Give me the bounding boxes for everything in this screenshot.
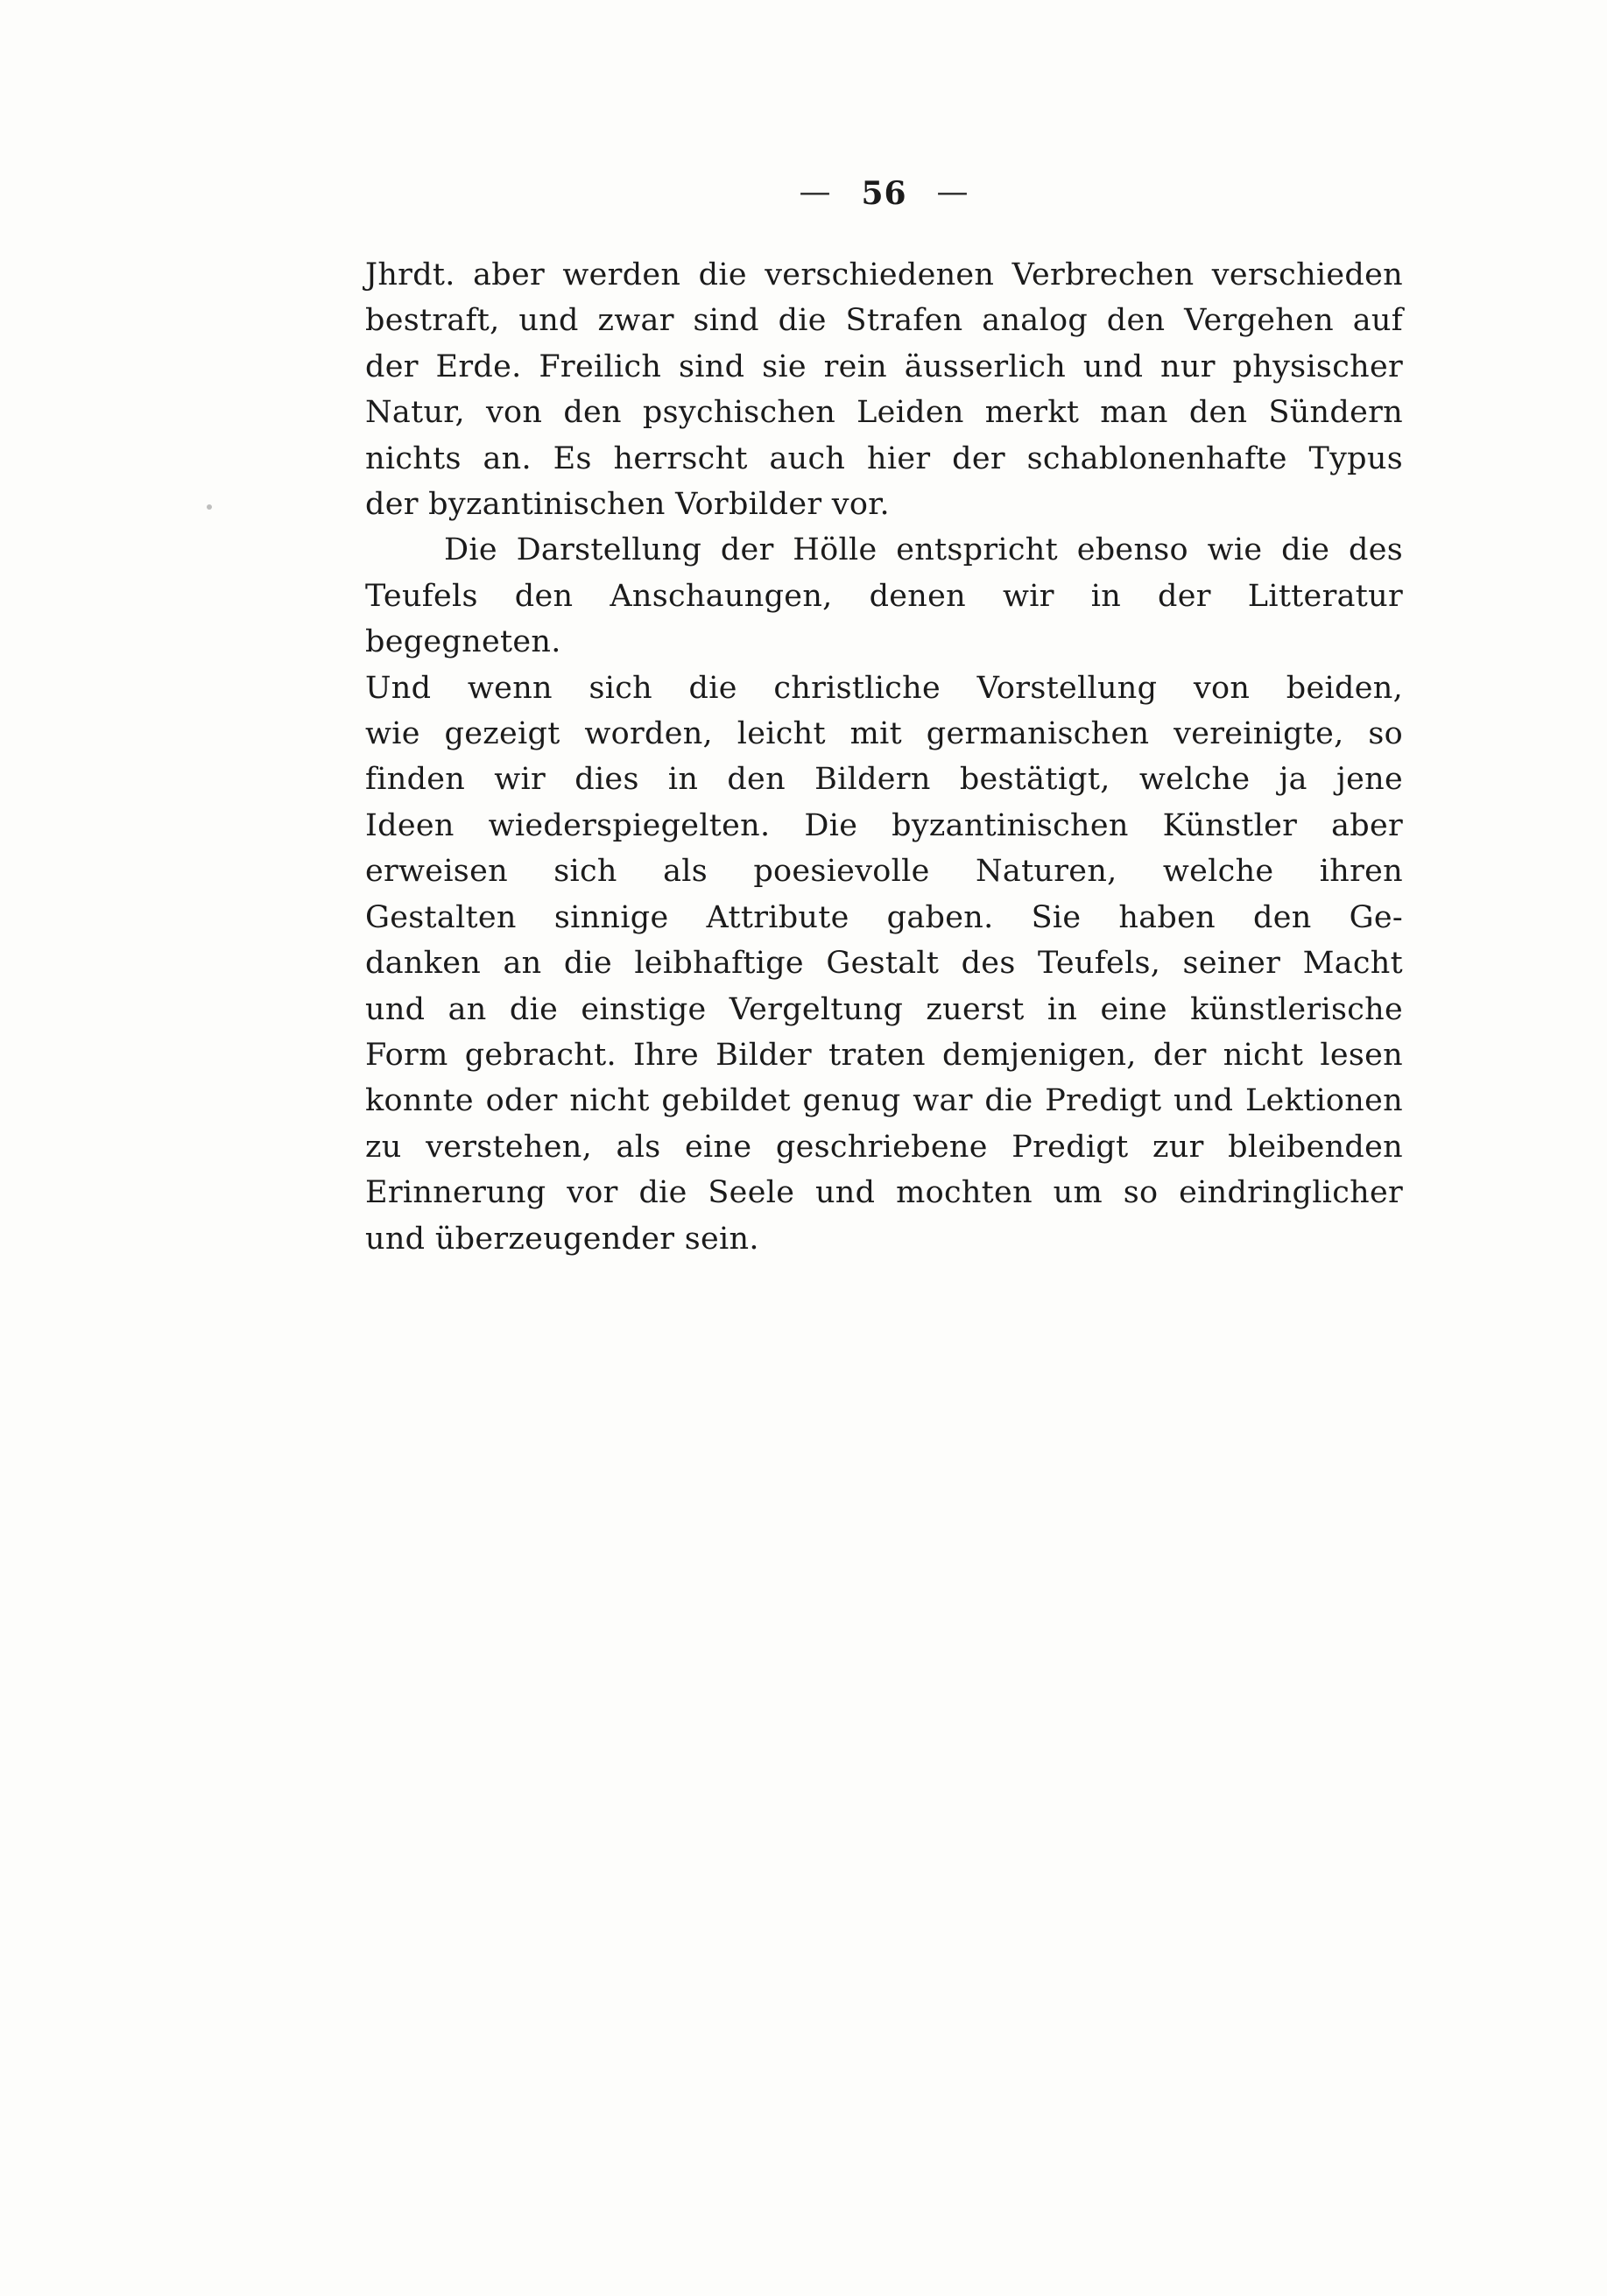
text-line: Und wenn sich die christliche Vorstellung von beiden, xyxy=(365,670,1403,706)
text-line: der Erde. Freilich sind sie rein äusserlich und nur physischer xyxy=(365,349,1403,384)
text-line: Gestalten sinnige Attribute gaben. Sie haben den Ge- xyxy=(365,899,1403,935)
text-line: Teufels den Anschaungen, denen wir in der Litteratur begegneten. xyxy=(365,578,1403,660)
text-line: bestraft, und zwar sind die Strafen analog den Vergehen auf xyxy=(365,303,1403,339)
text-line: zu verstehen, als eine geschriebene Predigt zur bleibenden xyxy=(365,1129,1403,1165)
header-dash-right: — xyxy=(936,173,969,210)
text-line: konnte oder nicht gebildet genug war die Predigt und Lektionen xyxy=(365,1083,1403,1119)
page-number: 56 xyxy=(861,175,907,212)
text-line: wie gezeigt worden, leicht mit germanischen vereinigte, so xyxy=(365,716,1403,752)
paragraph-1 xyxy=(365,252,1403,527)
text-line: Natur, von den psychischen Leiden merkt man den Sündern xyxy=(365,395,1403,431)
page-header xyxy=(365,175,1403,212)
text-line: finden wir dies in den Bildern bestätigt, welche ja jene xyxy=(365,762,1403,798)
text-line: und überzeugender sein. xyxy=(365,1221,759,1257)
text-line: Form gebracht. Ihre Bilder traten demjenigen, der nicht lesen xyxy=(365,1037,1403,1073)
text-line: Erinnerung vor die Seele und mochten um so eindringlicher xyxy=(365,1175,1403,1211)
header-dash-left: — xyxy=(799,173,832,210)
paragraph-2 xyxy=(365,527,1403,1262)
scan-speck xyxy=(207,504,212,510)
text-line: der byzantinischen Vorbilder vor. xyxy=(365,487,890,523)
text-line: erweisen sich als poesievolle Naturen, welche ihren xyxy=(365,854,1403,890)
text-line: Die Darstellung der Hölle entspricht ebenso wie die des xyxy=(444,532,1403,568)
text-line: nichts an. Es herrscht auch hier der schablonenhafte Typus xyxy=(365,440,1403,476)
text-block xyxy=(365,252,1403,1262)
text-line: Jhrdt. aber werden die verschiedenen Verbrechen verschieden xyxy=(365,257,1403,292)
text-line: Ideen wiederspiegelten. Die byzantinischen Künstler aber xyxy=(365,807,1403,843)
text-line: und an die einstige Vergeltung zuerst in eine künstlerische xyxy=(365,991,1403,1027)
text-line: danken an die leibhaftige Gestalt des Teufels, seiner Macht xyxy=(365,946,1403,982)
